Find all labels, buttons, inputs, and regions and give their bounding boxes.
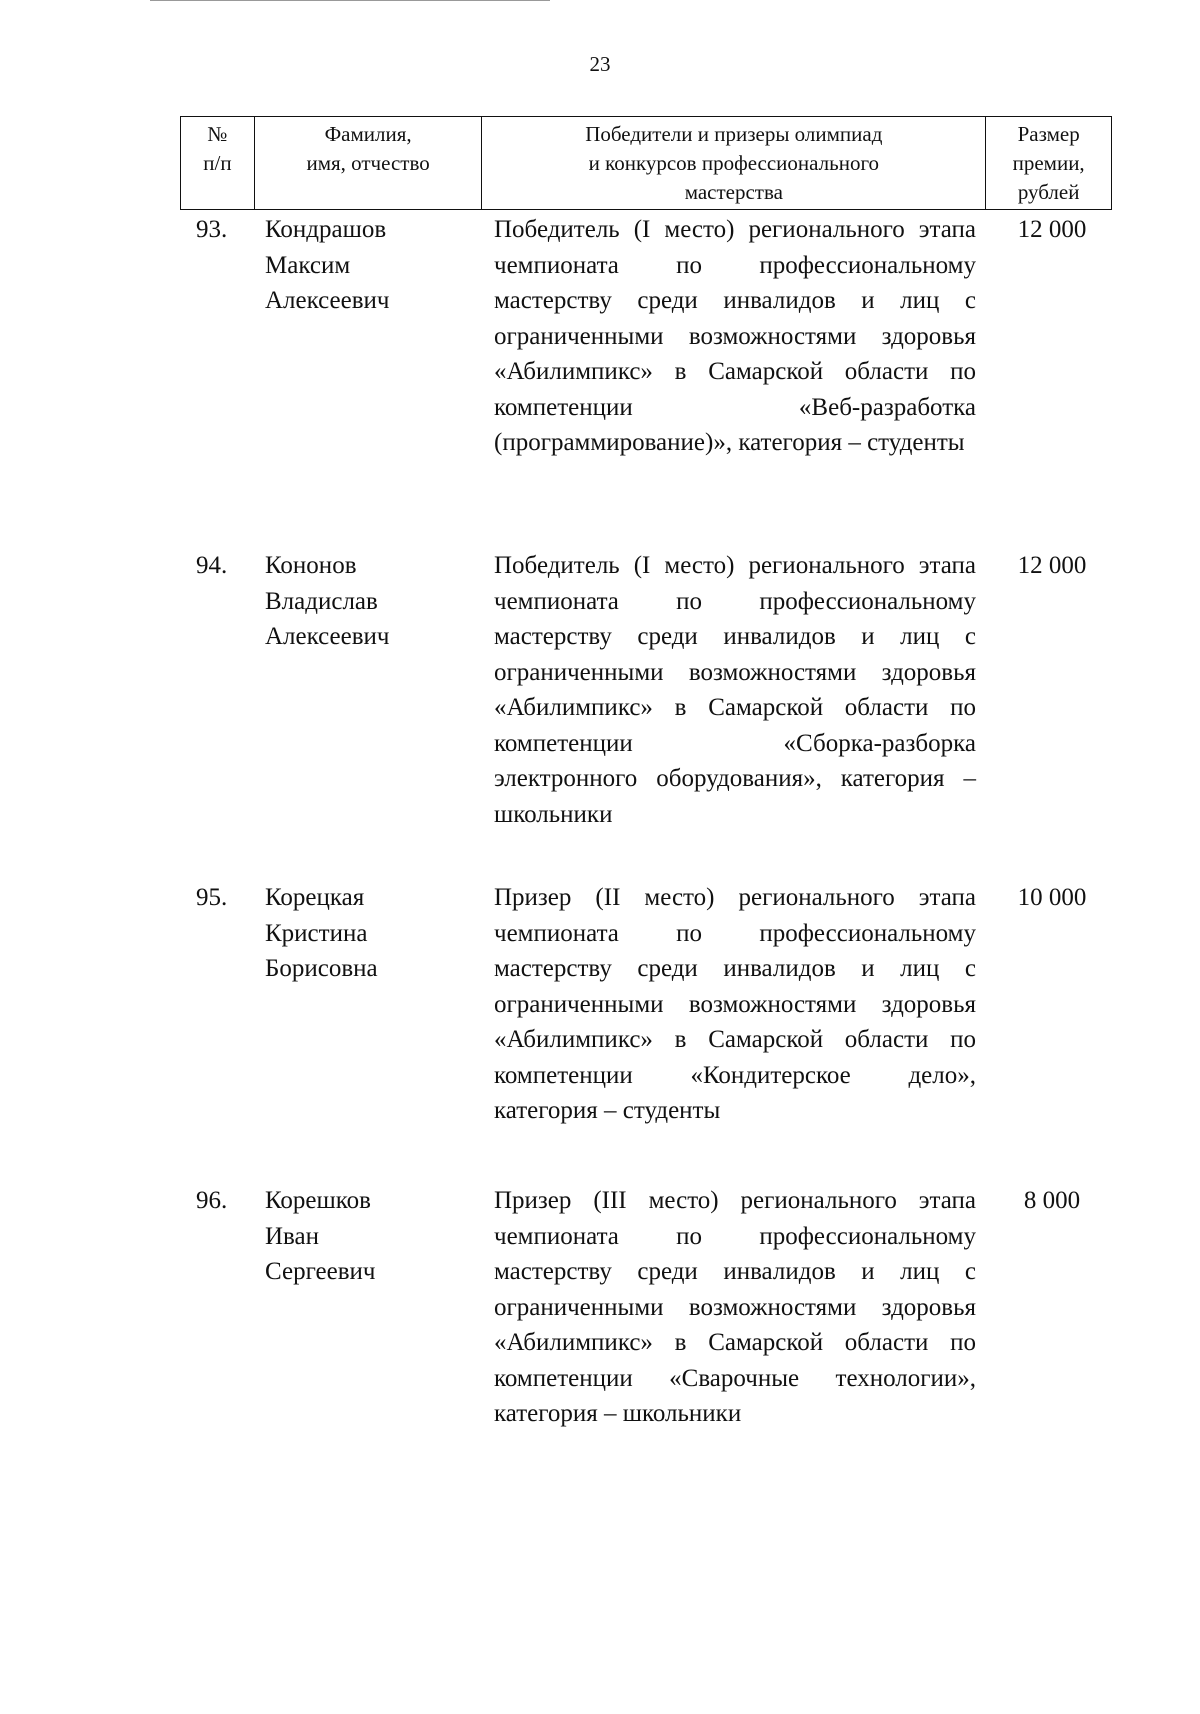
patronymic: Борисовна (265, 955, 378, 982)
row-number: 95. (196, 884, 228, 911)
surname: Корецкая (265, 884, 365, 911)
patronymic: Алексеевич (265, 623, 390, 650)
header-text: Фамилия, (324, 122, 412, 146)
header-text: Победители и призеры олимпиад (585, 122, 883, 146)
table-header (180, 116, 1112, 210)
header-description-column (482, 117, 986, 209)
person-name (265, 1183, 375, 1290)
header-text: премии, (1012, 151, 1085, 175)
achievement-description: Призер (II место) регионального этапа чемпионата по профессиональному мастерству среди инвалидов и лиц с ограниченными возможностями здоровья «Абилимпикс» в Самарской области по компетенции «Кондитерское дело», категория – студенты (494, 884, 976, 1124)
prize-amount: 12 000 (1017, 216, 1087, 243)
header-text: п/п (203, 151, 232, 175)
page-number: 23 (589, 52, 611, 76)
surname: Кондрашов (265, 216, 387, 243)
first-name: Иван (265, 1222, 320, 1250)
row-number: 94. (196, 552, 228, 579)
first-name: Максим (265, 251, 351, 279)
person-name (265, 212, 390, 319)
person-name (265, 880, 378, 987)
patronymic: Алексеевич (265, 287, 390, 314)
first-name: Кристина (265, 919, 368, 947)
surname: Корешков (265, 1187, 371, 1214)
header-name-column (255, 117, 483, 209)
header-text: мастерства (684, 180, 783, 204)
prize-amount: 10 000 (1017, 884, 1087, 911)
person-name (265, 548, 390, 655)
achievement-description: Победитель (I место) регионального этапа чемпионата по профессиональному мастерству среди инвалидов и лиц с ограниченными возможностями здоровья «Абилимпикс» в Самарской области по компетенции «Веб-разработка (программирование)», категория – студенты (494, 216, 976, 456)
header-text: Размер (1017, 122, 1080, 146)
prize-amount: 8 000 (1023, 1187, 1081, 1214)
row-number: 96. (196, 1187, 228, 1214)
header-text: рублей (1017, 180, 1080, 204)
header-number-column (181, 117, 255, 209)
header-prize-column (986, 117, 1111, 209)
scan-edge-line (150, 0, 550, 1)
header-text: № (207, 122, 228, 146)
first-name: Владислав (265, 587, 378, 615)
header-text: имя, отчество (306, 151, 430, 175)
prize-amount: 12 000 (1017, 552, 1087, 579)
patronymic: Сергеевич (265, 1258, 376, 1285)
header-text: и конкурсов профессионального (588, 151, 880, 175)
achievement-description: Победитель (I место) регионального этапа чемпионата по профессиональному мастерству среди инвалидов и лиц с ограниченными возможностями здоровья «Абилимпикс» в Самарской области по компетенции «Сборка-разборка электронного оборудования», категория – школьники (494, 552, 976, 828)
achievement-description: Призер (III место) регионального этапа чемпионата по профессиональному мастерству среди инвалидов и лиц с ограниченными возможностями здоровья «Абилимпикс» в Самарской области по компетенции «Сварочные технологии», категория – школьники (494, 1187, 976, 1427)
surname: Кононов (265, 552, 357, 579)
row-number: 93. (196, 216, 228, 243)
